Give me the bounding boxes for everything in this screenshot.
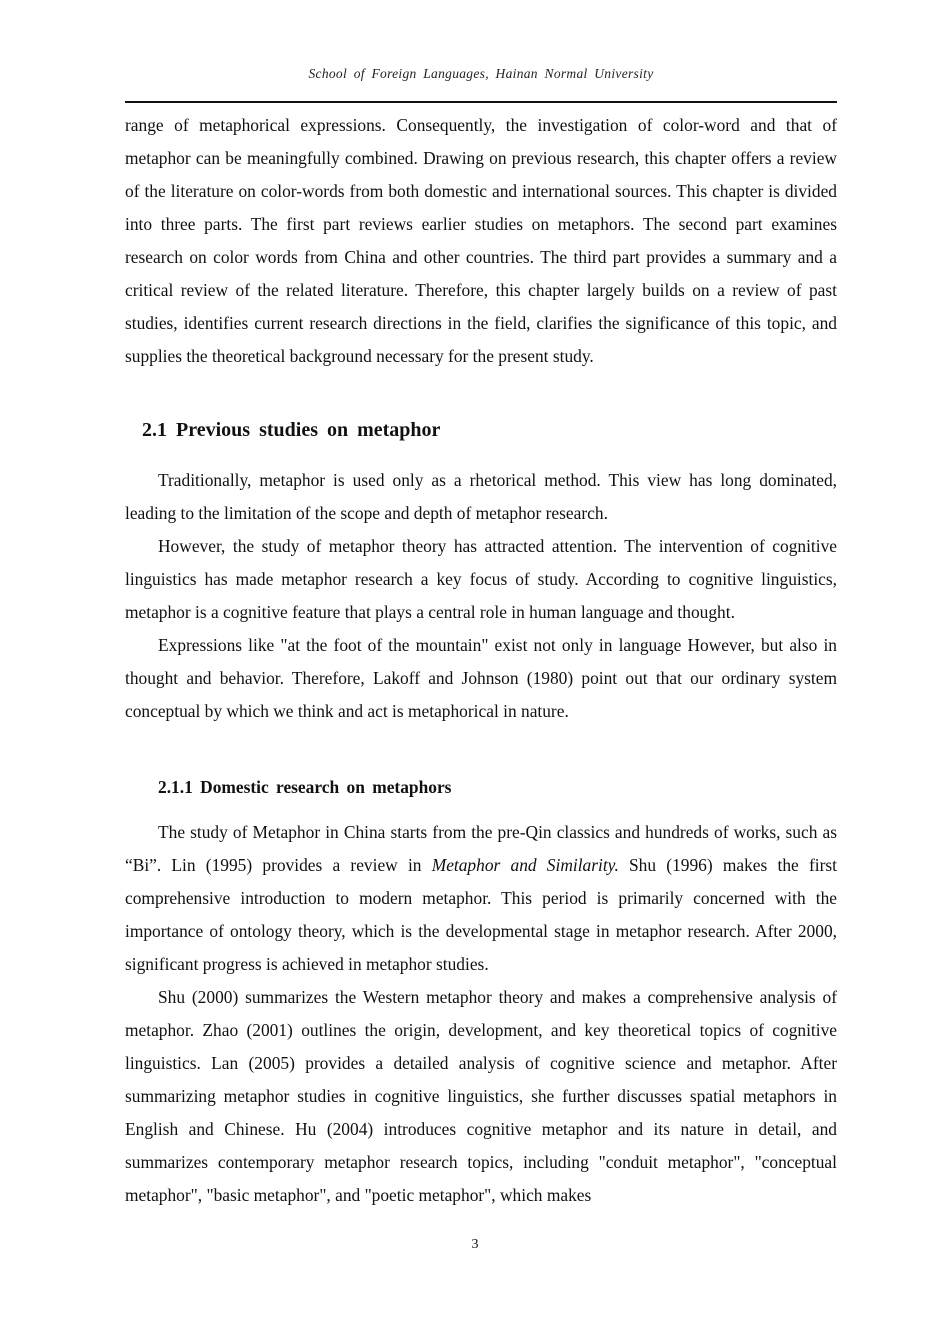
- paragraph-expressions: Expressions like "at the foot of the mountain" exist not only in language However, but also in thought and behavior. Therefore, Lakoff and Johnson (1980) point out that our ordinary system conceptual by which we think and act is metaphorical in nature.: [125, 635, 837, 721]
- paragraph-domestic-study: [125, 816, 837, 981]
- header-rule: [125, 101, 837, 103]
- book-title: Metaphor and Similarity.: [431, 855, 619, 875]
- paragraph-however: However, the study of metaphor theory has attracted attention. The intervention of cognitive linguistics has made metaphor research a key focus of study. According to cognitive linguistics, metaphor is a cognitive feature that plays a central role in human language and thought.: [125, 536, 837, 622]
- section-2-1-body: [125, 464, 837, 728]
- paragraph-shu-2000: Shu (2000) summarizes the Western metaphor theory and makes a comprehensive analysis of metaphor. Zhao (2001) outlines the origin, development, and key theoretical topics of cognitive linguistics. Lan (2005) provides a detailed analysis of cognitive science and metaphor. After summarizing metaphor studies in cognitive linguistics, she further discusses spatial metaphors in English and Chinese. Hu (2004) introduces cognitive metaphor and its nature in detail, and summarizes contemporary metaphor research topics, including "conduit metaphor", "conceptual metaphor", "basic metaphor", and "poetic metaphor", which makes: [125, 987, 837, 1205]
- section-heading-2-1-1: 2.1.1 Domestic research on metaphors: [158, 777, 452, 797]
- running-header: School of Foreign Languages, Hainan Normal University: [308, 66, 654, 81]
- page-number: 3: [471, 1237, 479, 1252]
- intro-paragraph: range of metaphorical expressions. Consequently, the investigation of color-word and that of metaphor can be meaningfully combined. Drawing on previous research, this chapter offers a review of the literature on color-words from both domestic and international sources. This chapter is divided into three parts. The first part reviews earlier studies on metaphors. The second part examines research on color words from China and other countries. The third part provides a summary and a critical review of the related literature. Therefore, this chapter largely builds on a review of past studies, identifies current research directions in the field, clarifies the significance of this topic, and supplies the theoretical background necessary for the present study.: [125, 115, 837, 366]
- paragraph-traditionally: Traditionally, metaphor is used only as a rhetorical method. This view has long dominated, leading to the limitation of the scope and depth of metaphor research.: [125, 470, 837, 523]
- section-heading-2-1: 2.1 Previous studies on metaphor: [142, 419, 441, 441]
- section-2-1-1-body: [125, 816, 837, 1212]
- intro-block: [125, 109, 837, 373]
- paragraph-text: The study of Metaphor in China starts from the pre-Qin classics and hundreds of works, such as “Bi”. Lin (1995) provides a review in: [125, 822, 837, 875]
- paragraph-text: Shu (1996) makes the first comprehensive introduction to modern metaphor. This period is primarily concerned with the importance of ontology theory, which is the developmental stage in metaphor research. After 2000, significant progress is achieved in metaphor studies.: [125, 855, 837, 974]
